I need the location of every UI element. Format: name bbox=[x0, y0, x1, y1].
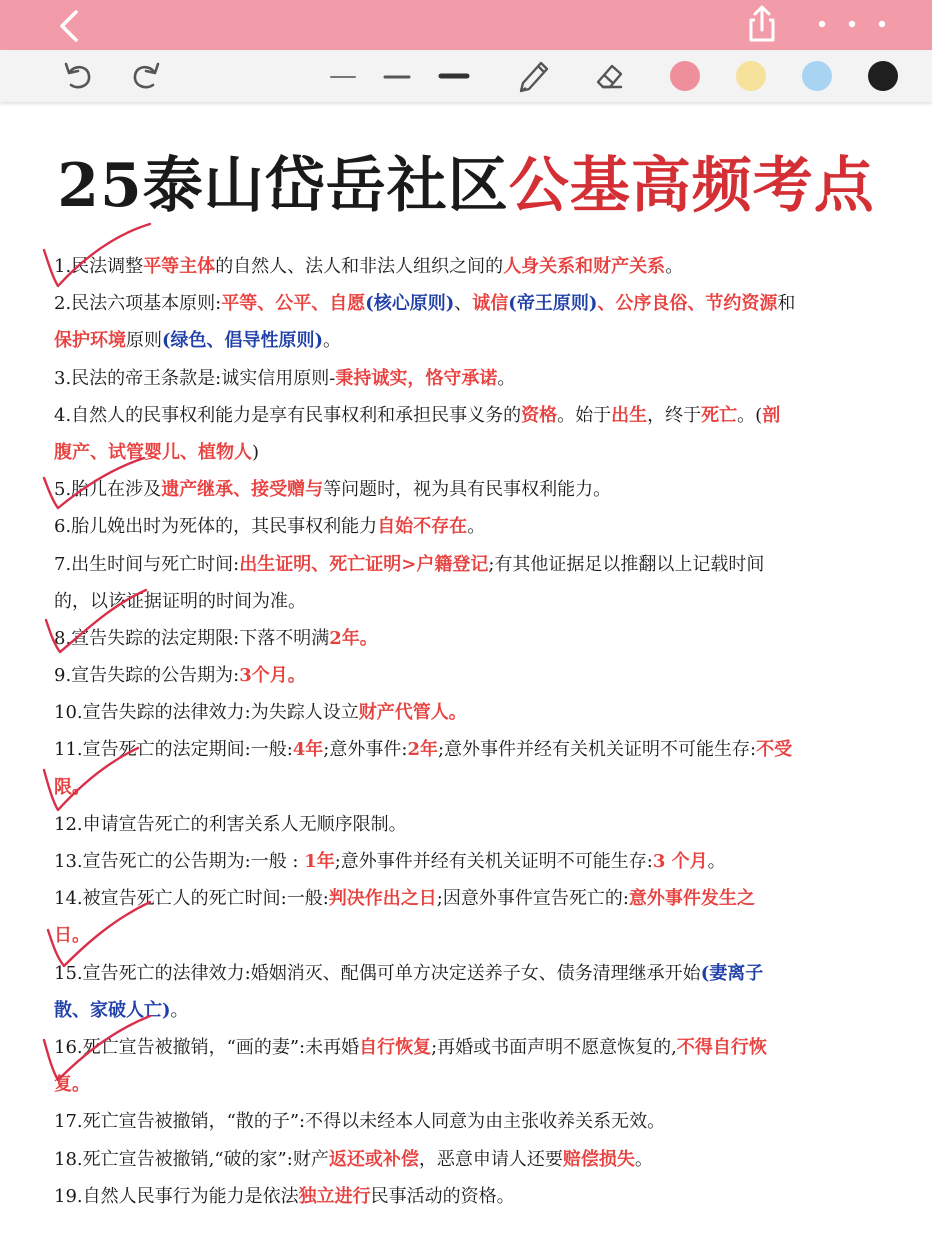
text-line bbox=[54, 620, 894, 657]
body-text: 和 bbox=[777, 293, 796, 315]
body-text: 等问题时，视为具有民事权利能力。 bbox=[323, 479, 612, 501]
body-text: 。 bbox=[497, 367, 516, 389]
body-text: 3.民法的帝王条款是:诚实信用原则- bbox=[54, 367, 336, 389]
body-text: 。 bbox=[323, 330, 342, 352]
body-text: 。 bbox=[665, 256, 684, 277]
body-text: ;再婚或书面声明不愿意恢复的, bbox=[431, 1036, 677, 1058]
body-text: 12.申请宣告死亡的利害关系人无顺序限制。 bbox=[54, 813, 407, 835]
drawing-toolbar bbox=[0, 50, 932, 102]
text-line bbox=[54, 508, 894, 545]
highlight-red-text: 死亡 bbox=[701, 404, 738, 426]
text-line bbox=[54, 322, 894, 359]
text-line bbox=[54, 806, 894, 843]
body-text: 。 bbox=[707, 851, 726, 872]
highlight-red-text: 日。 bbox=[54, 925, 90, 947]
body-text: 13.宣告死亡的公告期为:一般 : bbox=[54, 851, 305, 872]
color-swatch-pink[interactable] bbox=[670, 61, 700, 91]
body-text: 4.自然人的民事权利能力是享有民事权利和承担民事义务的 bbox=[54, 404, 522, 426]
body-text: 5.胎儿在涉及 bbox=[54, 479, 162, 501]
title-red-part: 公基高频考点 bbox=[508, 151, 875, 221]
highlight-red-text: 判决作出之日 bbox=[328, 888, 437, 910]
highlight-red-text: 。 bbox=[448, 702, 467, 724]
highlight-red-text: 2年 bbox=[407, 739, 438, 761]
more-options-icon[interactable] bbox=[812, 14, 892, 34]
body-text: 17.死亡宣告被撤销，“散的子”:不得以未经本人同意为由主张收养关系无效。 bbox=[54, 1111, 666, 1133]
page-title bbox=[0, 138, 932, 224]
highlight-red-text: 出生证明、死亡证明>户籍登记 bbox=[239, 553, 489, 575]
text-line bbox=[54, 657, 894, 694]
text-line bbox=[54, 769, 894, 806]
text-line bbox=[54, 992, 894, 1029]
text-line bbox=[54, 880, 894, 917]
highlight-red-text: 自始不存在 bbox=[377, 516, 468, 538]
highlight-blue-text: (绿色、倡导性原则) bbox=[162, 330, 324, 352]
highlight-red-text: 赔偿损失 bbox=[562, 1148, 635, 1170]
highlight-red-text: 平等、公平、自愿 bbox=[221, 293, 366, 315]
title-black-part: 25泰山岱岳社区 bbox=[57, 151, 509, 221]
highlight-red-text: 。 bbox=[287, 665, 306, 687]
body-text: 1.民法调整 bbox=[54, 256, 144, 277]
body-text: 、 bbox=[454, 293, 473, 315]
body-text: 14.被宣告死亡人的死亡时间:一般: bbox=[54, 888, 329, 910]
body-text: 10.宣告失踪的法律效力:为失踪人设立 bbox=[54, 702, 359, 724]
text-line bbox=[54, 397, 894, 434]
text-line bbox=[54, 694, 894, 731]
body-text: 。 bbox=[467, 516, 486, 538]
body-text: ;意外事件并经有关机关证明不可能生存: bbox=[437, 739, 757, 761]
highlight-red-text: 人身关系和财产关系 bbox=[503, 256, 666, 277]
highlight-red-text: 不受 bbox=[756, 739, 793, 761]
eraser-icon[interactable] bbox=[588, 50, 630, 102]
body-text: 9.宣告失踪的公告期为: bbox=[54, 665, 240, 687]
highlight-red-text: 保护环境 bbox=[54, 330, 126, 352]
body-text: 18.死亡宣告被撤销,“破的家”:财产 bbox=[54, 1148, 329, 1170]
body-text: 19.自然人民事行为能力是依法 bbox=[54, 1185, 299, 1207]
text-line bbox=[54, 1141, 894, 1178]
medium-stroke-icon[interactable] bbox=[382, 50, 412, 102]
body-text: 。 bbox=[634, 1148, 653, 1170]
highlight-red-text: 遗产继承、接受赠与 bbox=[161, 479, 324, 501]
body-text: 2.民法六项基本原则: bbox=[54, 293, 222, 315]
body-text: 16.死亡宣告被撤销，“画的妻”:未再婚 bbox=[54, 1036, 360, 1058]
text-line bbox=[54, 360, 894, 397]
body-text: ) bbox=[252, 441, 260, 463]
body-text: 。 bbox=[170, 999, 189, 1021]
body-text: 。( bbox=[737, 404, 763, 426]
thin-stroke-icon[interactable] bbox=[328, 50, 358, 102]
highlight-blue-text: (妻离子 bbox=[700, 962, 764, 984]
text-line bbox=[54, 1066, 894, 1103]
highlight-red-text: 4年 bbox=[292, 739, 324, 761]
highlight-red-text: 出生 bbox=[611, 404, 648, 426]
color-swatch-yellow[interactable] bbox=[736, 61, 766, 91]
body-text: ，终于 bbox=[647, 404, 702, 426]
highlight-red-text: 意外事件发生之 bbox=[628, 888, 755, 910]
highlight-blue-text: (帝王原则) bbox=[508, 293, 598, 315]
body-text: 15.宣告死亡的法律效力:婚姻消灭、配偶可单方决定送养子女、债务清理继承开始 bbox=[54, 962, 701, 984]
highlight-red-text: 平等主体 bbox=[143, 256, 216, 277]
text-line bbox=[54, 583, 894, 620]
highlight-red-text: 、 bbox=[597, 293, 616, 315]
body-text: 7.出生时间与死亡时间: bbox=[54, 553, 240, 575]
body-text: 民事活动的资格。 bbox=[370, 1185, 515, 1207]
highlight-red-text: 复。 bbox=[54, 1074, 90, 1096]
color-swatch-black[interactable] bbox=[868, 61, 898, 91]
highlight-red-text: 秉持诚实，恪守承诺 bbox=[335, 367, 498, 389]
text-line bbox=[54, 434, 894, 471]
body-text: 的，以该证据证明的时间为准。 bbox=[54, 590, 306, 612]
top-bar bbox=[0, 0, 932, 50]
body-text: 。始于 bbox=[557, 404, 612, 426]
back-arrow-icon[interactable] bbox=[52, 6, 88, 46]
text-line bbox=[54, 471, 894, 508]
body-text: ;意外事件: bbox=[323, 739, 408, 761]
highlight-blue-text: (核心原则) bbox=[365, 293, 455, 315]
highlight-red-text: 资格 bbox=[521, 404, 558, 426]
highlight-red-text: 不得自行恢 bbox=[676, 1036, 767, 1058]
text-line bbox=[54, 546, 894, 583]
notes-content bbox=[54, 248, 894, 1215]
highlight-red-text: 诚信 bbox=[472, 293, 509, 315]
highlight-red-text: 限。 bbox=[54, 776, 90, 798]
text-line bbox=[54, 917, 894, 954]
share-icon[interactable] bbox=[740, 2, 784, 46]
highlight-red-text: 公序良俗、节约资源 bbox=[615, 293, 778, 315]
body-text: ;意外事件并经有关机关证明不可能生存: bbox=[334, 851, 653, 872]
highlight-blue-text: 散、家破人亡) bbox=[54, 999, 171, 1021]
highlight-red-text: 3 个月 bbox=[652, 851, 708, 872]
body-text: 8.宣告失踪的法定期限:下落不明满 bbox=[54, 627, 330, 649]
text-line bbox=[54, 285, 894, 322]
color-swatch-blue[interactable] bbox=[802, 61, 832, 91]
highlight-red-text: 。 bbox=[359, 627, 378, 649]
body-text: ;有其他证据足以推翻以上记载时间 bbox=[488, 553, 765, 575]
text-line bbox=[54, 1103, 894, 1140]
body-text: 的自然人、法人和非法人组织之间的 bbox=[215, 256, 504, 277]
redo-icon[interactable] bbox=[126, 50, 166, 102]
text-line bbox=[54, 731, 894, 768]
text-line bbox=[54, 1178, 894, 1215]
text-line bbox=[54, 1029, 894, 1066]
highlight-red-text: 独立进行 bbox=[298, 1185, 371, 1207]
highlight-red-text: 3个月 bbox=[239, 665, 288, 687]
highlight-red-text: 1年 bbox=[304, 851, 335, 872]
highlight-red-text: 2年 bbox=[329, 627, 360, 649]
text-line bbox=[54, 248, 894, 285]
highlight-red-text: 剖 bbox=[762, 404, 781, 426]
pen-icon[interactable] bbox=[512, 50, 552, 102]
text-line bbox=[54, 955, 894, 992]
undo-icon[interactable] bbox=[58, 50, 98, 102]
highlight-red-text: 财产代管人 bbox=[358, 702, 449, 724]
text-line bbox=[54, 843, 894, 880]
body-text: 原则 bbox=[126, 330, 162, 352]
highlight-red-text: 返还或补偿 bbox=[328, 1148, 419, 1170]
thick-stroke-icon[interactable] bbox=[438, 50, 470, 102]
body-text: 11.宣告死亡的法定期间:一般: bbox=[54, 739, 293, 761]
body-text: ;因意外事件宣告死亡的: bbox=[436, 888, 629, 910]
body-text: 6.胎儿娩出时为死体的，其民事权利能力 bbox=[54, 516, 378, 538]
highlight-red-text: 腹产、试管婴儿、植物人 bbox=[54, 441, 252, 463]
highlight-red-text: 自行恢复 bbox=[359, 1036, 432, 1058]
body-text: ，恶意申请人还要 bbox=[418, 1148, 563, 1170]
